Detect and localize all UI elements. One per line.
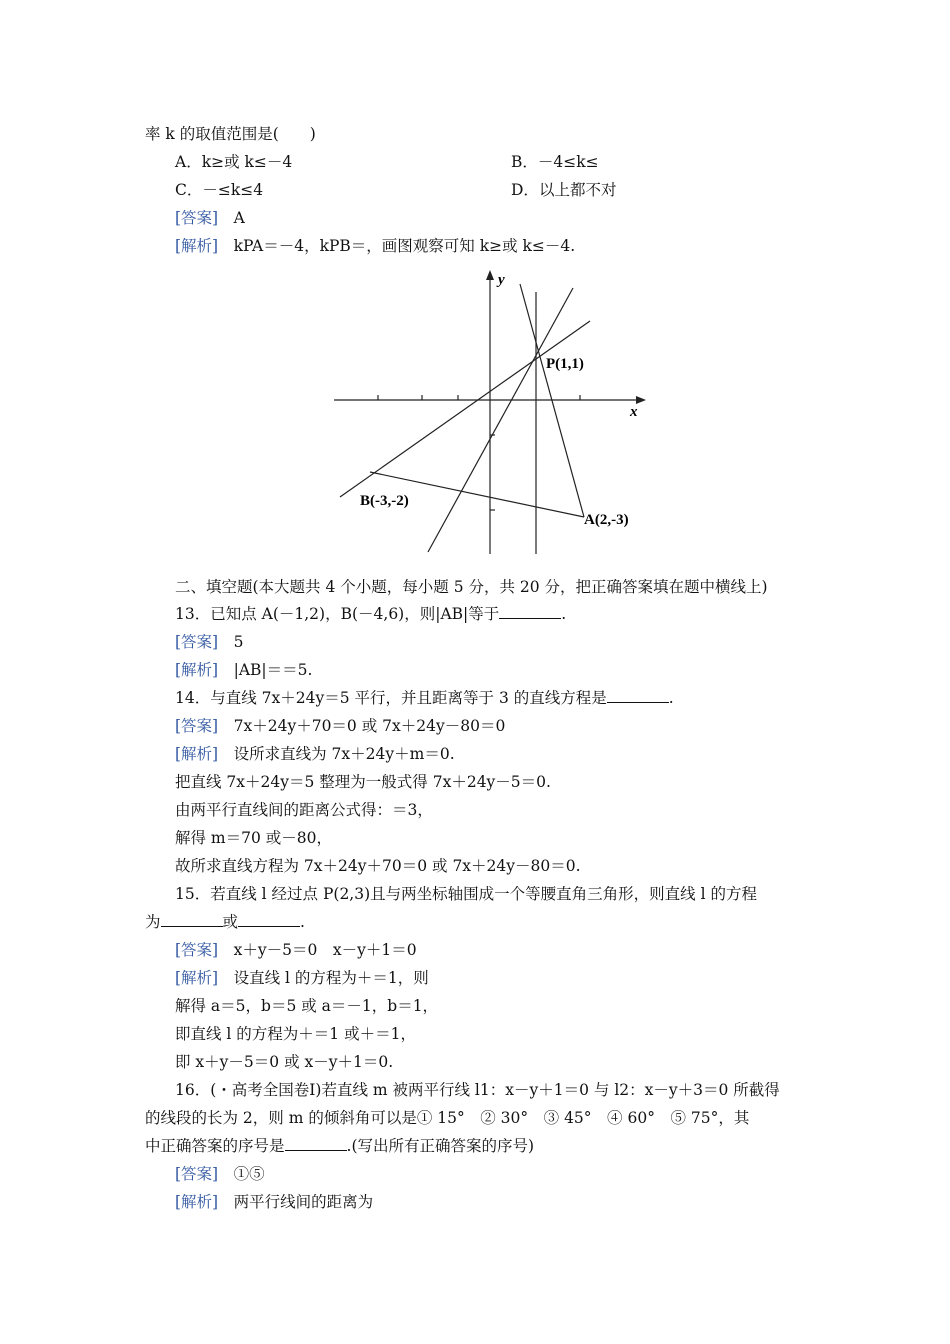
q15-analysis <box>175 968 429 988</box>
analysis-text: 设直线 l 的方程为＋＝1，则 <box>233 969 429 987</box>
option-text: －≤k≤4 <box>202 181 264 199</box>
answer-tag: [答案] <box>175 209 219 227</box>
analysis-text: kPA＝－4，kPB＝，画图观察可知 k≥或 k≤－4. <box>233 237 576 255</box>
q14-answer <box>175 716 505 736</box>
coordinate-figure <box>328 264 658 559</box>
answer-text: 5 <box>233 633 244 651</box>
option-text: k≥或 k≤－4 <box>201 153 293 171</box>
y-arrow <box>486 270 494 280</box>
q16-stem-a: 中正确答案的序号是 <box>145 1137 285 1155</box>
q15-answer <box>175 940 417 960</box>
answer-tag: [答案] <box>175 633 219 651</box>
q15-stem-a: 为 <box>145 913 161 931</box>
option-text: 以上都不对 <box>538 181 617 199</box>
option-text: －4≤k≤ <box>537 153 599 171</box>
blank <box>238 912 300 927</box>
q14-line: 解得 m＝70 或－80， <box>175 829 332 847</box>
line-pb <box>340 321 590 497</box>
q15-line: 解得 a＝5，b＝5 或 a＝－1，b＝1， <box>175 997 439 1015</box>
option-label: C． <box>175 181 203 199</box>
q12-stem-tail: 率 k 的取值范围是( ) <box>145 125 316 143</box>
analysis-tag: [解析] <box>175 237 219 255</box>
q16-answer <box>175 1164 265 1184</box>
analysis-tag: [解析] <box>175 969 219 987</box>
q16-stem-b: .(写出所有正确答案的序号) <box>346 1137 535 1155</box>
q15-stem-b: 或 <box>222 913 239 931</box>
analysis-text: 设所求直线为 7x＋24y＋m＝0. <box>233 745 455 763</box>
q15-stem-line2 <box>145 912 305 932</box>
q14-stem <box>175 688 674 708</box>
q14-stem-end: . <box>668 689 674 707</box>
q12-option-a <box>175 152 292 172</box>
q16-stem-line1: 16．(・高考全国卷Ⅰ)若直线 m 被两平行线 l1：x－y＋1＝0 与 l2：x－y＋3＝0 所截得 <box>175 1081 780 1099</box>
q14-line: 把直线 7x＋24y＝5 整理为一般式得 7x＋24y－5＝0. <box>175 773 551 791</box>
q13-stem-end: . <box>561 605 567 623</box>
option-label: D． <box>511 181 539 199</box>
q16-analysis <box>175 1192 373 1212</box>
answer-text: ①⑤ <box>233 1165 265 1183</box>
answer-tag: [答案] <box>175 717 219 735</box>
q15-line: 即 x＋y－5＝0 或 x－y＋1＝0. <box>175 1053 394 1071</box>
analysis-tag: [解析] <box>175 1193 219 1211</box>
q12-analysis <box>175 236 575 256</box>
x-label: x <box>630 404 638 420</box>
q12-option-b <box>511 152 599 172</box>
q15-stem-line1: 15．若直线 l 经过点 P(2,3)且与两坐标轴围成一个等腰直角三角形，则直线 l 的方程 <box>175 885 757 903</box>
x-arrow <box>636 396 646 404</box>
a-label: A(2,-3) <box>584 512 629 528</box>
blank <box>285 1136 347 1151</box>
q15-stem-c: . <box>300 913 305 931</box>
analysis-tag: [解析] <box>175 661 219 679</box>
blank <box>607 688 669 703</box>
blank <box>499 604 561 619</box>
answer-text: 7x＋24y＋70＝0 或 7x＋24y－80＝0 <box>233 717 506 735</box>
blank <box>161 912 223 927</box>
option-label: A． <box>175 153 202 171</box>
q12-option-c <box>175 180 263 200</box>
q13-stem-text: 13．已知点 A(－1,2)，B(－4,6)，则|AB|等于 <box>175 605 500 623</box>
q14-analysis <box>175 744 455 764</box>
q12-option-d <box>511 180 616 200</box>
b-label: B(-3,-2) <box>360 493 409 509</box>
option-label: B． <box>511 153 538 171</box>
q15-line: 即直线 l 的方程为＋＝1 或＋＝1， <box>175 1025 416 1043</box>
q16-stem-line2: 的线段的长为 2，则 m 的倾斜角可以是① 15° ② 30° ③ 45° ④ 60° ⑤ 75°，其 <box>145 1109 750 1127</box>
q14-stem-text: 14．与直线 7x＋24y＝5 平行，并且距离等于 3 的直线方程是 <box>175 689 607 707</box>
answer-tag: [答案] <box>175 1165 219 1183</box>
y-label: y <box>498 272 505 288</box>
q13-answer <box>175 632 244 652</box>
answer-text: A <box>233 209 245 227</box>
answer-tag: [答案] <box>175 941 219 959</box>
q14-line: 由两平行直线间的距离公式得：＝3， <box>175 801 433 819</box>
q13-stem <box>175 604 566 624</box>
p-label: P(1,1) <box>546 356 584 372</box>
answer-text: x＋y－5＝0 x－y＋1＝0 <box>233 941 417 959</box>
q13-analysis <box>175 660 312 680</box>
analysis-tag: [解析] <box>175 745 219 763</box>
q16-stem-line3 <box>145 1136 534 1156</box>
q14-line: 故所求直线方程为 7x＋24y＋70＝0 或 7x＋24y－80＝0. <box>175 857 581 875</box>
analysis-text: 两平行线间的距离为 <box>233 1193 374 1211</box>
section2-heading: 二、填空题(本大题共 4 个小题，每小题 5 分，共 20 分，把正确答案填在题中横线上) <box>175 578 768 596</box>
analysis-text: |AB|＝＝5. <box>233 661 313 679</box>
q12-answer <box>175 208 245 228</box>
